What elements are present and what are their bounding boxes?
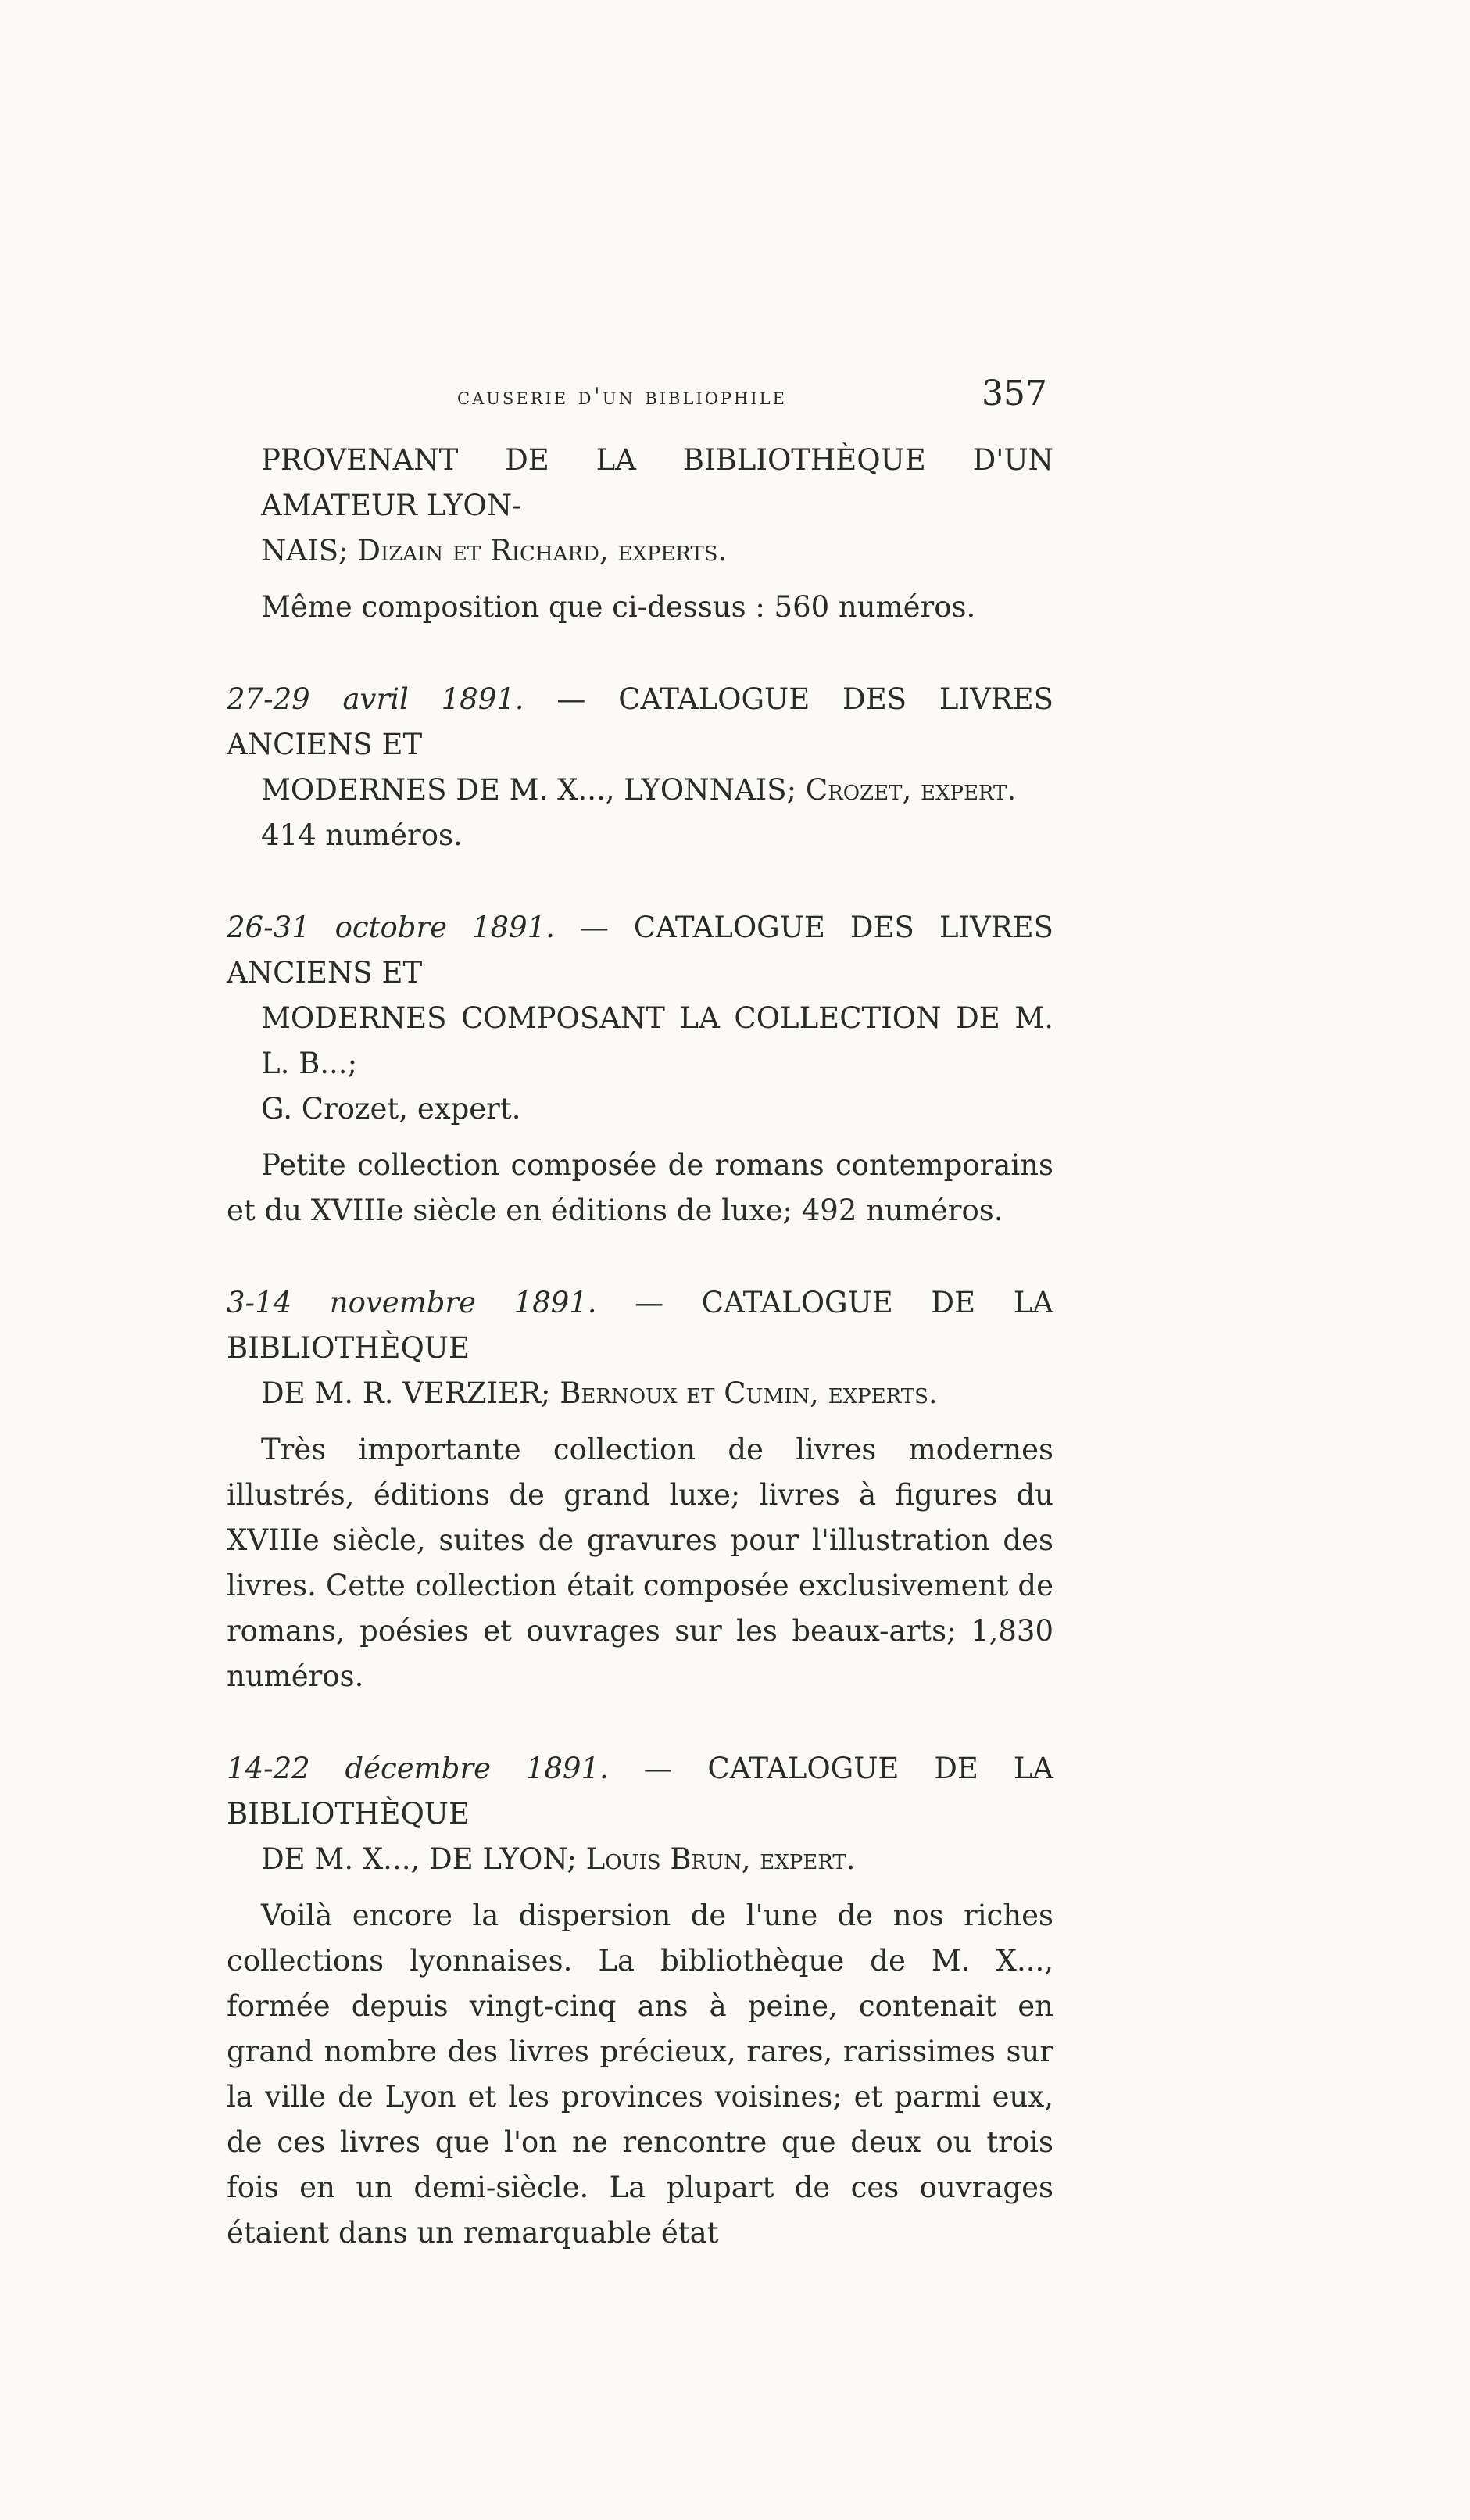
entry-date: 14-22 décembre 1891.: [227, 1752, 609, 1785]
entry-title: — CATALOGUE DE LA BIBLIOTHÈQUE: [227, 1752, 1053, 1831]
catalogue-entry: [227, 1280, 1053, 1699]
entry-note: Même composition que ci-dessus : 560 numéros.: [261, 590, 976, 624]
entry-line: PROVENANT DE LA BIBLIOTHÈQUE D'UN AMATEUR LYON-: [261, 443, 1053, 522]
entry-title: — CATALOGUE DES LIVRES ANCIENS ET: [227, 682, 1053, 761]
entry-heading: [227, 1280, 1053, 1416]
page-body: [227, 438, 1053, 2256]
entry-heading: [227, 677, 1053, 813]
entry-line: DE M. R. VERZIER; Bernoux et Cumin, experts.: [261, 1376, 938, 1410]
entry-title: — CATALOGUE DES LIVRES ANCIENS ET: [227, 911, 1053, 990]
page-number: 357: [982, 374, 1047, 413]
entry-date: 27-29 avril 1891.: [227, 682, 524, 716]
catalogue-entry: [227, 438, 1053, 630]
entry-line: DE M. X..., DE LYON; Louis Brun, expert.: [261, 1842, 856, 1876]
entry-line: MODERNES COMPOSANT LA COLLECTION DE M. L. B...;: [261, 1001, 1053, 1080]
entry-date: 3-14 novembre 1891.: [227, 1286, 597, 1319]
entry-heading: [227, 1746, 1053, 1882]
running-head: causerie d'un bibliophile: [457, 383, 787, 410]
page-header: [227, 374, 1047, 428]
catalogue-entry: [227, 1746, 1053, 2256]
entry-heading: [227, 438, 1053, 574]
entry-note: Petite collection composée de romans contemporains et du XVIIIe siècle en éditions de luxe; 492 numéros.: [227, 1148, 1053, 1227]
entry-note: Très importante collection de livres modernes illustrés, éditions de grand luxe; livres à figures du XVIIIe siècle, suites de gravures pour l'illustration des livres. Cette collection était composée exclusivement de romans, poésies et ouvrages sur les beaux-arts; 1,830 numéros.: [227, 1433, 1053, 1693]
entry-line: G. Crozet, expert.: [261, 1092, 521, 1126]
entry-line: NAIS; Dizain et Richard, experts.: [261, 534, 728, 567]
entry-line: MODERNES DE M. X..., LYONNAIS; Crozet, expert.: [261, 773, 1017, 807]
catalogue-entry: [227, 677, 1053, 858]
entry-heading: [227, 905, 1053, 1132]
entry-date: 26-31 octobre 1891.: [227, 911, 555, 944]
catalogue-entry: [227, 905, 1053, 1233]
entry-note: Voilà encore la dispersion de l'une de nos riches collections lyonnaises. La bibliothèque de M. X..., formée depuis vingt-cinq ans à peine, contenait en grand nombre des livres précieux, rares, rarissimes sur la ville de Lyon et les provinces voisines; et parmi eux, de ces livres que l'on ne rencontre que deux ou trois fois en un demi-siècle. La plupart de ces ouvrages étaient dans un remarquable état: [227, 1899, 1053, 2250]
entry-title: — CATALOGUE DE LA BIBLIOTHÈQUE: [227, 1286, 1053, 1365]
entry-note: 414 numéros.: [261, 818, 463, 852]
